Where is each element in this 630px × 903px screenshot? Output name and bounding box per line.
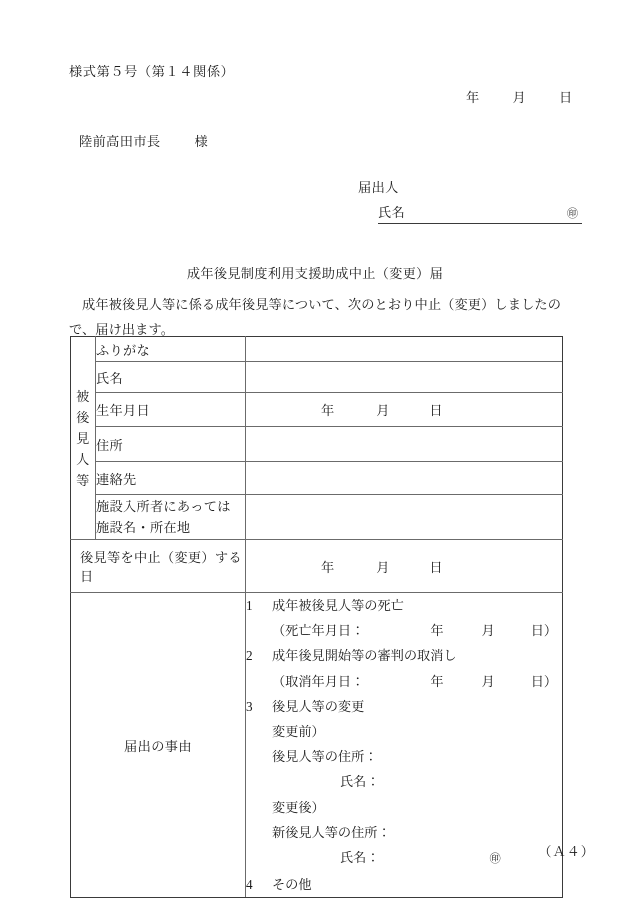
table-row-contact xyxy=(71,462,563,495)
vlabel-char-1: 後 xyxy=(76,409,90,425)
label-reason: 届出の事由 xyxy=(71,593,246,898)
label-furigana: ふりがな xyxy=(96,337,246,362)
table-row-facility xyxy=(71,495,563,540)
before-guardian-name[interactable] xyxy=(246,769,562,794)
seal-icon: ㊞ xyxy=(567,208,578,220)
value-name[interactable] xyxy=(246,362,563,393)
submitter-name-label: 氏名 xyxy=(378,205,406,220)
reason-item-1[interactable] xyxy=(246,593,562,618)
reason-item-1-text: 成年被後見人等の死亡 xyxy=(272,598,404,613)
label-name: 氏名 xyxy=(96,362,246,393)
before-change-text: 変更前） xyxy=(272,724,325,740)
table-row-furigana xyxy=(71,337,563,362)
reason-item-4-number: 4 xyxy=(246,877,253,893)
reason-item-1-number: 1 xyxy=(246,598,253,613)
page-title: 成年後見制度利用支援助成中止（変更）届 xyxy=(186,266,444,281)
ward-information-table xyxy=(70,336,563,898)
reason-item-3[interactable] xyxy=(246,694,562,719)
table-row-stop-date xyxy=(71,540,563,593)
vlabel-char-0: 被 xyxy=(76,388,90,404)
paper-size-note: （Ａ４） xyxy=(538,844,595,859)
vertical-label-ward xyxy=(71,337,96,540)
value-stop-date[interactable] xyxy=(246,540,563,593)
birthdate-day-label: 日 xyxy=(429,403,443,418)
reason-item-2-text: 成年後見開始等の審判の取消し xyxy=(272,648,457,664)
birthdate-year-label: 年 xyxy=(321,403,335,418)
value-furigana[interactable] xyxy=(246,337,563,362)
intro-text: 成年被後見人等に係る成年後見等について、次のとおり中止（変更）しましたので、届け出ます。 xyxy=(69,297,561,337)
value-address[interactable] xyxy=(246,427,563,462)
vlabel-char-3: 人 xyxy=(76,451,90,467)
reason-item-4[interactable] xyxy=(246,872,562,897)
stop-month-label: 月 xyxy=(376,559,390,575)
value-contact[interactable] xyxy=(246,462,563,495)
death-date-month: 月 xyxy=(481,623,495,639)
reason-item-2[interactable] xyxy=(246,643,562,668)
date-year-label: 年 xyxy=(466,90,480,105)
reason-item-4-text: その他 xyxy=(272,877,312,893)
reason-item-3-number: 3 xyxy=(246,698,253,714)
before-change-label xyxy=(246,719,562,744)
label-stop-date: 後見等を中止（変更）する日 xyxy=(71,540,246,593)
table-row-name xyxy=(71,362,563,393)
value-birthdate[interactable] xyxy=(246,393,563,427)
cancel-date-day: 日） xyxy=(530,673,558,689)
after-change-text: 変更後） xyxy=(272,799,325,815)
addressee-name: 陸前高田市長 xyxy=(79,134,161,149)
cancel-date-prefix: （取消年月日： xyxy=(272,673,365,689)
form-number: 様式第５号（第１４関係） xyxy=(69,64,235,79)
before-guardian-address-label: 後見人等の住所： xyxy=(272,749,378,765)
addressee-honorific: 様 xyxy=(194,134,209,149)
label-contact: 連絡先 xyxy=(96,462,246,495)
new-guardian-seal-icon: ㊞ xyxy=(489,853,501,866)
date-day-label: 日 xyxy=(558,90,573,105)
death-date-prefix: （死亡年月日： xyxy=(272,623,365,639)
table-row-birthdate xyxy=(71,393,563,427)
vlabel-char-4: 等 xyxy=(76,472,90,488)
cancel-date-year: 年 xyxy=(430,673,444,689)
after-change-label xyxy=(246,795,562,820)
submitter-label: 届出人 xyxy=(358,180,399,195)
reason-item-3-text: 後見人等の変更 xyxy=(272,698,365,714)
value-facility[interactable] xyxy=(246,495,563,540)
death-date-day: 日） xyxy=(530,623,558,639)
label-facility-line2: 施設名・所在地 xyxy=(96,520,191,535)
stop-year-label: 年 xyxy=(321,559,335,575)
addressee-line xyxy=(79,131,208,150)
submitter-name-field[interactable] xyxy=(378,202,582,224)
birthdate-date-line xyxy=(246,403,443,418)
table-row-address xyxy=(71,427,563,462)
death-date-year: 年 xyxy=(430,623,444,639)
date-month-label: 月 xyxy=(512,90,526,105)
birthdate-month-label: 月 xyxy=(376,403,390,418)
label-facility xyxy=(96,495,246,540)
new-guardian-name-label: 氏名： xyxy=(340,850,380,866)
document-date-line xyxy=(466,87,572,106)
vlabel-char-2: 見 xyxy=(76,430,90,446)
reason-item-2-date[interactable] xyxy=(246,669,562,694)
stop-day-label: 日 xyxy=(429,559,443,575)
reason-item-2-number: 2 xyxy=(246,648,253,664)
label-address: 住所 xyxy=(96,427,246,462)
label-facility-line1: 施設入所者にあっては xyxy=(96,499,231,514)
intro-paragraph xyxy=(69,292,561,342)
reason-item-1-date[interactable] xyxy=(246,618,562,643)
before-guardian-address[interactable] xyxy=(246,744,562,769)
cancel-date-month: 月 xyxy=(481,673,495,689)
before-guardian-name-label: 氏名： xyxy=(340,774,380,790)
new-guardian-address-label: 新後見人等の住所： xyxy=(272,824,391,840)
label-birthdate: 生年月日 xyxy=(96,393,246,427)
stop-date-line xyxy=(246,560,443,575)
